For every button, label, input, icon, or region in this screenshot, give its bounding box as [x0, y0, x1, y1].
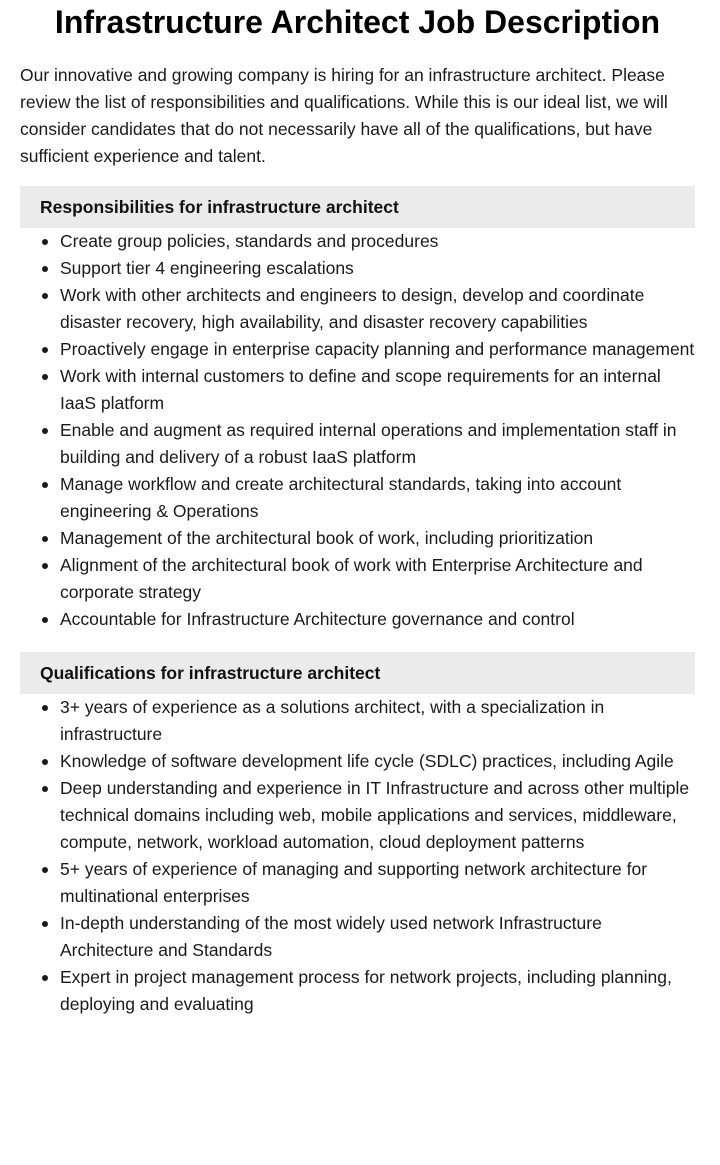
list-item: Enable and augment as required internal operations and implementation staff in building and delivery of a robust IaaS platform	[60, 417, 695, 471]
list-item: 5+ years of experience of managing and supporting network architecture for multinational enterprises	[60, 856, 695, 910]
list-item: Manage workflow and create architectural standards, taking into account engineering & Operations	[60, 471, 695, 525]
list-item: Work with internal customers to define and scope requirements for an internal IaaS platform	[60, 363, 695, 417]
list-item: 3+ years of experience as a solutions architect, with a specialization in infrastructure	[60, 694, 695, 748]
list-item: Work with other architects and engineers to design, develop and coordinate disaster recovery, high availability, and disaster recovery capabilities	[60, 282, 695, 336]
list-item: Accountable for Infrastructure Architecture governance and control	[60, 606, 695, 633]
list-item: Support tier 4 engineering escalations	[60, 255, 695, 282]
list-item: Management of the architectural book of work, including prioritization	[60, 525, 695, 552]
list-item: Create group policies, standards and procedures	[60, 228, 695, 255]
list-item: Proactively engage in enterprise capacity planning and performance management	[60, 336, 695, 363]
list-item: In-depth understanding of the most widely used network Infrastructure Architecture and Standards	[60, 910, 695, 964]
list-item: Expert in project management process for network projects, including planning, deploying and evaluating	[60, 964, 695, 1018]
responsibilities-heading: Responsibilities for infrastructure architect	[20, 186, 695, 228]
list-item: Knowledge of software development life cycle (SDLC) practices, including Agile	[60, 748, 695, 775]
qualifications-list	[20, 694, 695, 1018]
list-item: Alignment of the architectural book of work with Enterprise Architecture and corporate strategy	[60, 552, 695, 606]
qualifications-heading: Qualifications for infrastructure architect	[20, 652, 695, 694]
responsibilities-list	[20, 228, 695, 633]
intro-paragraph: Our innovative and growing company is hiring for an infrastructure architect. Please review the list of responsibilities and qualifications. While this is our ideal list, we will consider candidates that do not necessarily have all of the qualifications, but have sufficient experience and talent.	[20, 65, 668, 166]
page-title: Infrastructure Architect Job Description	[54, 4, 661, 40]
list-item: Deep understanding and experience in IT Infrastructure and across other multiple technical domains including web, mobile applications and services, middleware, compute, network, workload automation, cloud deployment patterns	[60, 775, 695, 856]
